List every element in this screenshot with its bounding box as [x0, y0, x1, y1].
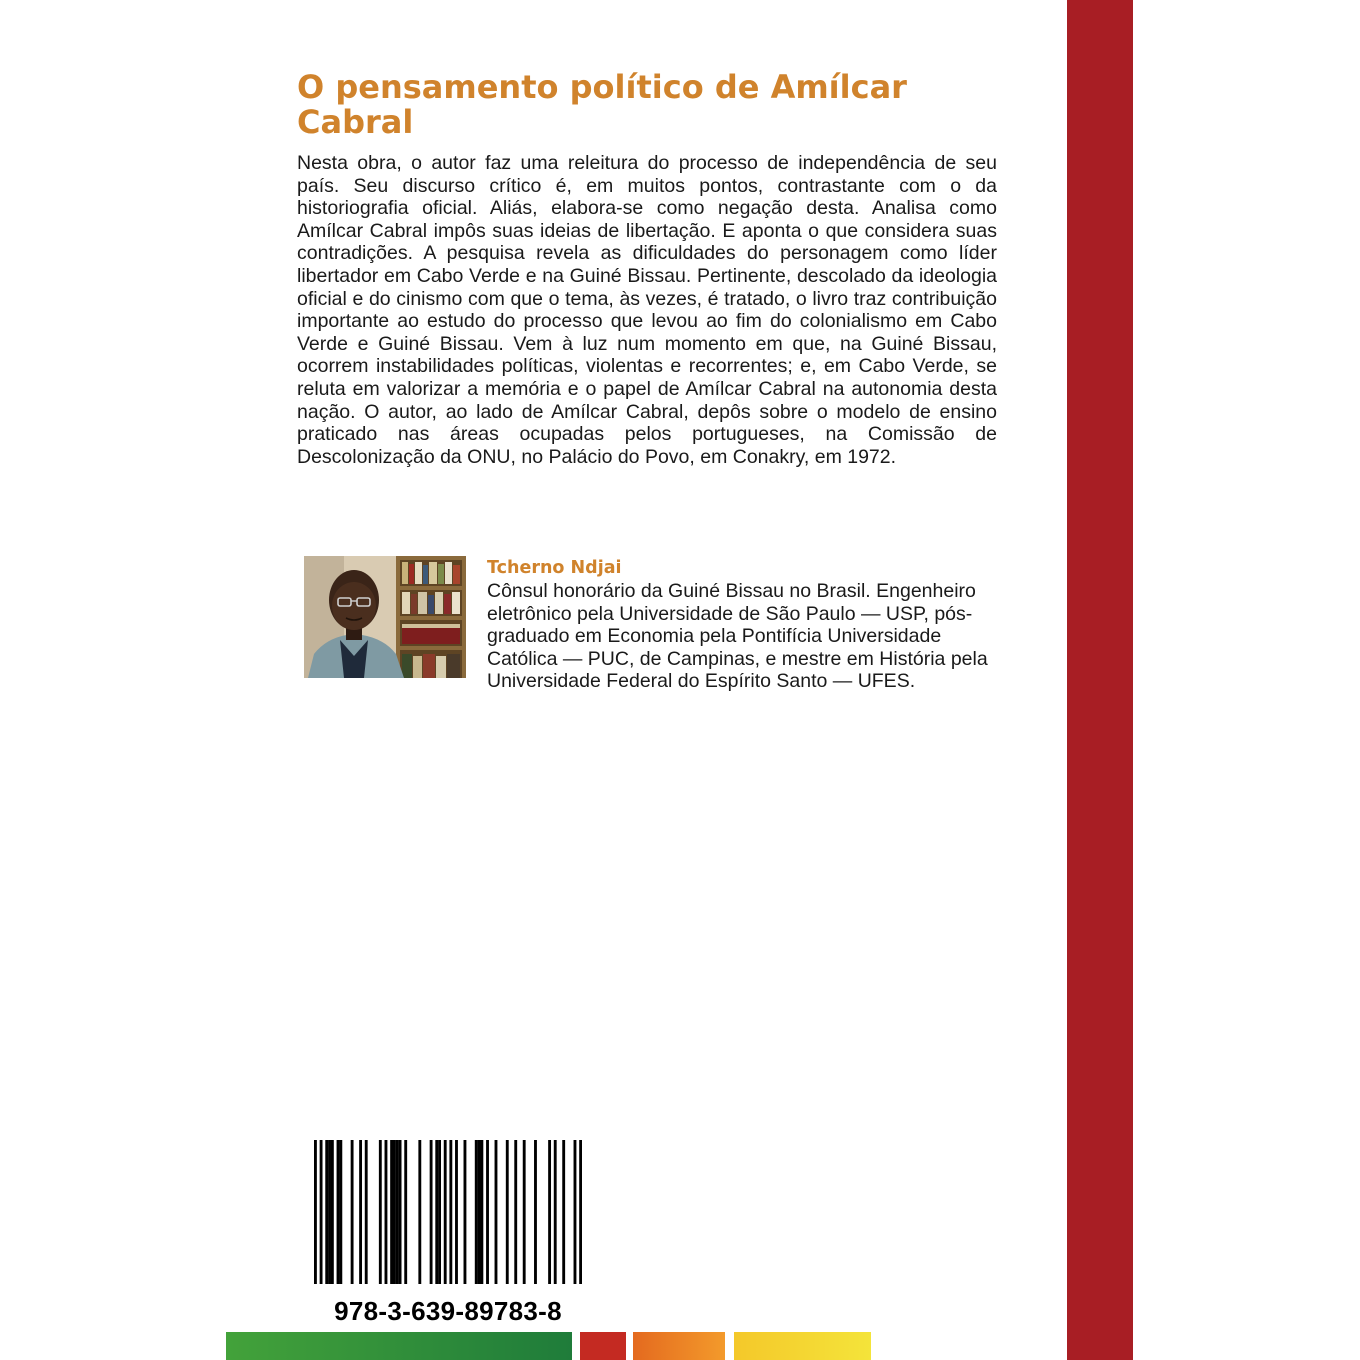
- barcode-bar: [495, 1140, 498, 1284]
- book-description: Nesta obra, o autor faz uma releitura do processo de independência de seu país. Seu discurso crítico é, em muitos pontos, contrastante com o da historiografia oficial. Aliás, elabora-se como negação desta. Analisa como Amílcar Cabral impôs suas ideias de libertação. E aponta o que considera suas contradições. A pesquisa revela as dificuldades do personagem como líder libertador em Cabo Verde e na Guiné Bissau. Pertinente, descolado da ideologia oficial e do cinismo com que o tema, às vezes, é tratado, o livro traz contribuição importante ao estudo do processo que levou ao fim do colonialismo em Cabo Verde e Guiné Bissau. Vem à luz num momento em que, na Guiné Bissau, ocorrem instabilidades políticas, violentas e recorrentes; e, em Cabo Verde, se reluta em valorizar a memória e o papel de Amílcar Cabral na autonomia desta nação. O autor, ao lado de Amílcar Cabral, depôs sobre o modelo de ensino praticado nas áreas ocupadas pelos portugueses, na Comissão de Descolonização da ONU, no Palácio do Povo, em Conakry, em 1972.: [297, 152, 997, 468]
- stripe-green: [226, 1332, 572, 1360]
- barcode-bar: [418, 1140, 421, 1284]
- barcode-bar: [449, 1140, 452, 1284]
- book-title: O pensamento político de Amílcar Cabral: [297, 68, 907, 141]
- barcode-bar: [506, 1140, 509, 1284]
- barcode-bar: [359, 1140, 362, 1284]
- barcode-bar: [328, 1140, 331, 1284]
- barcode-bar: [404, 1140, 407, 1284]
- stripe-orange: [633, 1332, 725, 1360]
- barcode-bar: [351, 1140, 354, 1284]
- barcode-bar: [475, 1140, 478, 1284]
- barcode-bar: [455, 1140, 458, 1284]
- author-name: Tcherno Ndjai: [487, 558, 622, 578]
- barcode-bar: [444, 1140, 447, 1284]
- stripe-yellow: [734, 1332, 871, 1360]
- barcode-bar: [464, 1140, 467, 1284]
- barcode-bar: [534, 1140, 537, 1284]
- barcode-bar: [325, 1140, 328, 1284]
- barcode-bar: [438, 1140, 441, 1284]
- stripe-red: [580, 1332, 626, 1360]
- barcode-bar: [478, 1140, 481, 1284]
- barcode-bar: [579, 1140, 582, 1284]
- barcode-bar: [393, 1140, 396, 1284]
- barcode-bar: [548, 1140, 551, 1284]
- barcode-bar: [430, 1140, 433, 1284]
- barcode-bar: [486, 1140, 489, 1284]
- isbn-number: 978-3-639-89783-8: [334, 1296, 562, 1326]
- author-photo: [304, 556, 466, 678]
- barcode-bar: [331, 1140, 334, 1284]
- barcode-bar: [365, 1140, 368, 1284]
- barcode-bar: [399, 1140, 402, 1284]
- barcode-bar: [514, 1140, 517, 1284]
- author-bio: Cônsul honorário da Guiné Bissau no Brasil. Engenheiro eletrônico pela Universidade de São Paulo — USP, pós-graduado em Economia pela Pontifícia Universidade Católica — PUC, de Campinas, e mestre em História pela Universidade Federal do Espírito Santo — UFES.: [487, 580, 988, 693]
- barcode-bar: [320, 1140, 323, 1284]
- barcode-bar: [314, 1140, 317, 1284]
- barcode-bar: [554, 1140, 557, 1284]
- spine: [1067, 0, 1133, 1360]
- barcode-bar: [396, 1140, 399, 1284]
- isbn-barcode: [314, 1140, 582, 1284]
- barcode-bar: [435, 1140, 438, 1284]
- barcode-bar: [385, 1140, 388, 1284]
- barcode-bar: [379, 1140, 382, 1284]
- barcode-bar: [523, 1140, 526, 1284]
- barcode-bar: [480, 1140, 483, 1284]
- barcode-bar: [339, 1140, 342, 1284]
- barcode-bar: [390, 1140, 393, 1284]
- barcode-bar: [574, 1140, 577, 1284]
- barcode-bar: [562, 1140, 565, 1284]
- barcode-bar: [337, 1140, 340, 1284]
